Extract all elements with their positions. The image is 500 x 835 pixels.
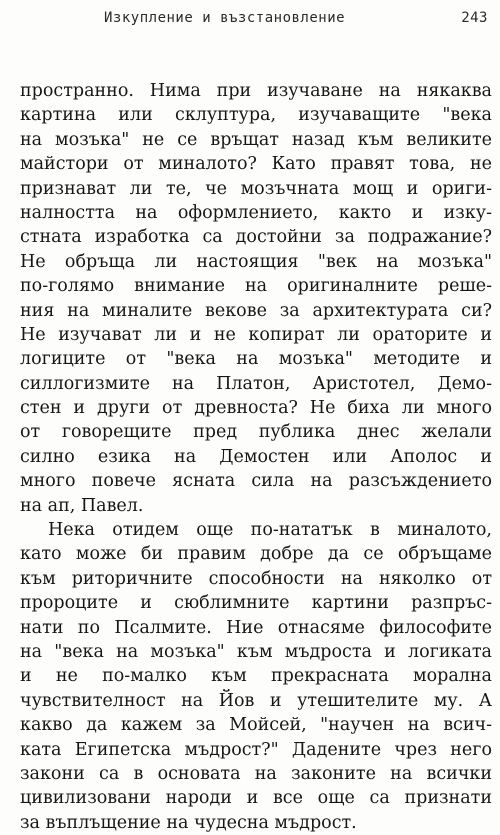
text-line: налността на оформлението, както и изку- bbox=[20, 202, 492, 223]
text-line: на ап, Павел. bbox=[20, 495, 144, 516]
text-line: нати по Псалмите. Ние отнасяме философите bbox=[20, 617, 492, 638]
text-line: стен и други от древноста? Не биха ли много bbox=[20, 398, 492, 419]
text-line: закони са в основата на законите на всички bbox=[20, 763, 492, 784]
running-title: Изкупление и възстановление bbox=[104, 10, 346, 26]
paragraph-1 bbox=[20, 79, 492, 518]
text-line: майстори от миналото? Като правят това, не bbox=[20, 154, 492, 175]
text-line: ния на миналите векове за архитектурата си? bbox=[20, 300, 492, 321]
text-line: чувствителност на Йов и утешителите му. А bbox=[20, 690, 492, 711]
text-line: Не изучават ли и не копират ли ораторите и bbox=[20, 324, 492, 345]
text-line: силлогизмите на Платон, Аристотел, Демо- bbox=[20, 373, 492, 394]
text-line: цивилизовани народи и все още са признати bbox=[20, 788, 492, 809]
text-line: пространно. Нима при изучаване на някаква bbox=[20, 81, 492, 101]
text-line: на "века на мозъка" към мъдроста и логиката bbox=[20, 641, 492, 662]
text-line: на мозъка" не се връщат назад към великите bbox=[20, 129, 492, 150]
text-line: за въплъщение на чудесна мъдрост. bbox=[20, 812, 357, 833]
text-line: Нека отидем още по-нататък в миналото, bbox=[48, 520, 492, 541]
text-line: като може би правим добре да се обръщаме bbox=[20, 544, 492, 565]
text-line: ката Египетска мъдрост?" Дадените чрез него bbox=[20, 739, 492, 760]
text-line: към риторичните способности на няколко от bbox=[20, 568, 492, 589]
text-line: картина или склуптура, изучаващите "века bbox=[20, 105, 492, 126]
text-line: силно езика на Демостен или Аполос и bbox=[20, 446, 492, 467]
text-line: логиците от "века на мозъка" методите и bbox=[20, 349, 492, 370]
text-line: какво да кажем за Мойсей, "научен на всич- bbox=[20, 715, 492, 736]
text-line: и не по-малко към прекрасната морална bbox=[20, 666, 492, 687]
text-line: от говорещите пред публика днес желали bbox=[20, 422, 492, 443]
text-line: много повече ясната сила на разсъждението bbox=[20, 471, 492, 492]
text-line: признават ли те, че мозъчната мощ и ориги- bbox=[20, 178, 492, 199]
running-header bbox=[0, 10, 500, 30]
page-number: 243 bbox=[461, 10, 488, 26]
text-line: пророците и сюблимните картини разпръс- bbox=[20, 593, 492, 614]
text-line: стната изработка са достойни за подражание? bbox=[20, 227, 492, 248]
text-line: по-голямо внимание на оригиналните реше- bbox=[20, 276, 492, 297]
text-line: Не обръща ли настоящия "век на мозъка" bbox=[20, 251, 492, 272]
paragraph-2 bbox=[20, 518, 492, 835]
body-text bbox=[20, 79, 492, 835]
